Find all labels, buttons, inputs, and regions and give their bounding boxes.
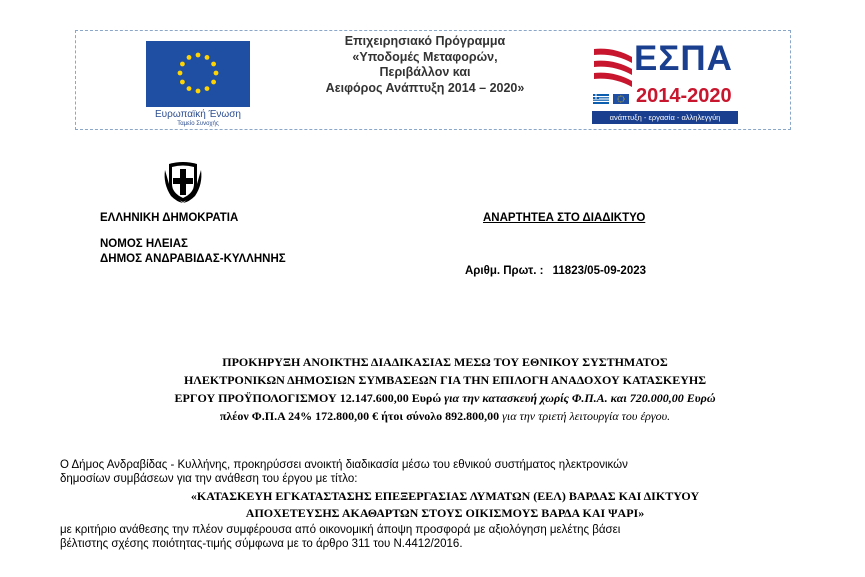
announcement-line xyxy=(60,407,830,425)
protocol-label: Αριθμ. Πρωτ. : xyxy=(465,265,544,277)
budget-amount: ΕΡΓΟΥ ΠΡΟΫΠΟΛΟΓΙΣΜΟΥ 12.147.600,00 Ευρώ xyxy=(174,391,445,405)
announcement-line: ΠΡΟΚΗΡΥΞΗ ΑΝΟΙΚΤΗΣ ΔΙΑΔΙΚΑΣΙΑΣ ΜΕΣΩ ΤΟΥ ΕΘΝΙΚΟΥ ΣΥΣΤΗΜΑΤΟΣ xyxy=(222,355,668,369)
announcement-line: ΗΛΕΚΤΡΟΝΙΚΩΝ ΔΗΜΟΣΙΩΝ ΣΥΜΒΑΣΕΩΝ ΓΙΑ ΤΗΝ ΕΠΙΛΟΓΗ ΑΝΑΔΟΧΟΥ ΚΑΤΑΣΚΕΥΗΣ xyxy=(183,373,707,387)
announcement-line xyxy=(60,389,830,407)
espa-slogan: ανάπτυξη - εργασία - αλληλεγγύη xyxy=(592,111,738,124)
funding-banner xyxy=(75,30,791,130)
programme-line: «Υποδομές Μεταφορών, xyxy=(352,49,498,64)
budget-description: για την κατασκευή χωρίς Φ.Π.Α. και 720.000,00 Ευρώ xyxy=(444,391,716,405)
intro-line: Ο Δήμος Ανδραβίδας - Κυλλήνης, προκηρύσσει ανοικτή διαδικασία μέσω του εθνικού συστήματος ηλεκτρονικών xyxy=(60,459,628,471)
intro-line: δημοσίων συμβάσεων για την ανάθεση του έργου με τίτλο: xyxy=(60,473,358,485)
prefecture-name: ΝΟΜΟΣ ΗΛΕΙΑΣ xyxy=(100,238,188,250)
eu-flag-icon xyxy=(146,41,250,107)
project-title-line: «ΚΑΤΑΣΚΕΥΗ ΕΓΚΑΤΑΣΤΑΣΗΣ ΕΠΕΞΕΡΓΑΣΙΑΣ ΛΥΜΑΤΩΝ (ΕΕΛ) ΒΑΡΔΑΣ ΚΑΙ ΔΙΚΤΥΟΥ xyxy=(190,489,700,503)
espa-logo xyxy=(588,39,738,125)
operation-description: για την τριετή λειτουργία του έργου. xyxy=(502,409,671,423)
criteria-line: με κριτήριο ανάθεσης την πλέον συμφέρουσα από οικονομική άποψη προσφορά με αξιολόγηση μελέτης βάσει xyxy=(60,524,621,536)
eu-fund: Ταμείο Συνοχής xyxy=(177,121,219,127)
espa-title: ΕΣΠΑ xyxy=(634,39,733,78)
programme-line: Αειφόρος Ανάπτυξη 2014 – 2020» xyxy=(325,80,525,95)
espa-swoosh-icon xyxy=(592,45,634,91)
criteria-line: βέλτιστης σχέσης ποιότητας-τιμής σύμφωνα με το άρθρο 311 του Ν.4412/2016. xyxy=(60,538,463,550)
eu-name: Ευρωπαϊκή Ένωση xyxy=(155,109,241,120)
coat-of-arms-icon xyxy=(163,160,203,204)
criteria-paragraph xyxy=(60,523,830,551)
project-title xyxy=(60,488,830,522)
intro-paragraph xyxy=(60,458,830,486)
espa-years: 2014-2020 xyxy=(636,85,732,107)
programme-line: Περιβάλλον και xyxy=(379,65,471,79)
programme-line: Επιχειρησιακό Πρόγραμμα xyxy=(344,34,506,48)
flags-icon xyxy=(593,94,633,104)
protocol-value: 11823/05-09-2023 xyxy=(552,265,647,277)
eu-logo xyxy=(146,41,250,125)
country-name: ΕΛΛΗΝΙΚΗ ΔΗΜΟΚΡΑΤΙΑ xyxy=(100,212,239,224)
announcement-heading xyxy=(60,353,830,425)
project-title-line: ΑΠΟΧΕΤΕΥΣΗΣ ΑΚΑΘΑΡΤΩΝ ΣΤΟΥΣ ΟΙΚΙΣΜΟΥΣ ΒΑΡΔΑ ΚΑΙ ΨΑΡΙ» xyxy=(245,506,645,520)
programme-title xyxy=(300,34,550,96)
vat-amount: πλέον Φ.Π.Α 24% 172.800,00 € ήτοι σύνολο 892.800,00 xyxy=(219,409,503,423)
municipality-name: ΔΗΜΟΣ ΑΝΔΡΑΒΙΔΑΣ-ΚΥΛΛΗΝΗΣ xyxy=(100,253,286,265)
protocol-number xyxy=(465,265,646,277)
posting-note: ΑΝΑΡΤΗΤΕΑ ΣΤΟ ΔΙΑΔΙΚΤΥΟ xyxy=(483,212,646,224)
